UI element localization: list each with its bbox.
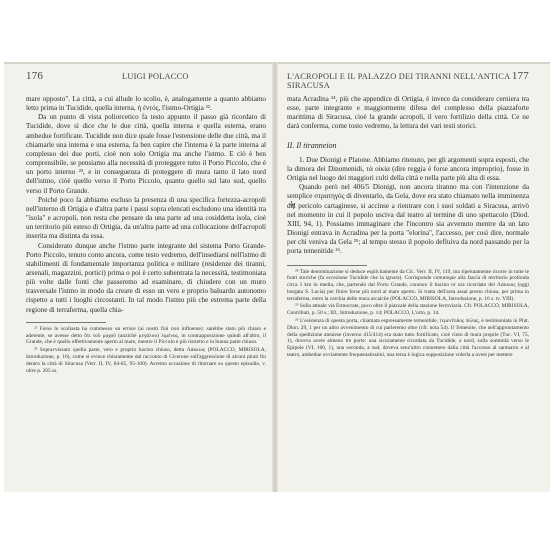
footnote: ²⁴ Tale denominazione si deduce esplicitamente da Cic. Verr. II, IV, 119, ma ripetutamente ricorre in tutte le fonti storiche (fa eccezione Tucidide che la ignora). Corrisponde comunque alla fascia di territorio profonda circa 1 km in media, che, partendo dal Porto Grande, conosce il bacino or ora ricordato del Λάκκιος (oggi borgata S. Lucia) per finire forse più nord al mare aperto. Si tratta dell'area assai presto chiusa, per prima in terraferma, entro la cerchia delle mura arcaiche (POLACCO, MIRISOLA, Introduzione, p. 16 s. tv. VIII).	[287, 268, 529, 302]
left-footnotes	[26, 326, 266, 375]
section-heading: II. Il tiranneion	[287, 140, 337, 150]
right-running-head	[287, 70, 529, 90]
right-footnote-rule	[287, 265, 367, 266]
left-paragraph: mare opposto". La città, a cui allude lo scolio, è, analogamente a quanto abbiamo letto prima in Tucidide, quella interna, ἡ ἐντός, l'istmo-Ortigia ²².	[26, 95, 266, 113]
left-running-title: LUIGI POLACCO	[122, 72, 189, 81]
footnote: ²⁶ L'esistenza di questa porta, chiamata espressamente temenitide, τεμενῖτιδος πύλας, è testimoniata in Plut. Dion, 29, 1 per un altro avvenimento di cui parleremo oltre (cfr. nota 54). Il Temenite, che nell'approntamento della spedizione ateniese (inverno 415/414) era stato tutto fortificato, cioè cinto di mura proprie (Tuc. VI, 75, 1), doveva avere almeno tre porte: una sicuramente ricordata da Tucidide, a nord, sulla sommità verso le Epipole (VI, 100, 1), una seconda, a sud, doveva senz'altro connettere dalla città l'accesso al santuario e al teatro, ambedue ovviamente frequentatissimi, una terza è logica supposizione volerla a ovest per mettere	[287, 318, 529, 359]
left-page-number: 176	[26, 70, 44, 82]
left-page	[26, 72, 266, 375]
footnote: ²² Forse lo scoliasta ha commesso un errore (ai nostri fini non influente): sarebbe stato più chiaro e aderente, se avesse detto ὅτι τοῦ μυχοῦ (anziché μεγάλου) λιμένος, in contrapposizione quindi all'altro, il Grande, che è quello effettivamente aperto al mare, mentre il Piccolo è più ristretto e in buona parte chiuso.	[26, 325, 266, 346]
handwritten-margin-mark	[289, 200, 297, 210]
book-gutter	[272, 62, 278, 492]
left-footnote-rule	[26, 322, 106, 323]
left-paragraph: Considerato dunque anche l'istmo parte integrante del sistema Porto Grande-Porto Piccolo, tenuto conto ancora, come testo vedremo, dell'insediarsi nell'istmo di stabilimenti di fondamentale importanza politica e militare (residenze dei tiranni, arsenali, magazzini, portici) prima o poi è certo subentrata la necessità, testimoniata più volte dalle fonti che passeremo ad esaminare, di chiudere con un muro trasversale l'istmo in modo da creare di esso un vero e proprio baluardo autonomo rispetto a tutti i luoghi circostanti. In tal modo l'istmo più che estrema parte della regione di terraferma, quella chia-	[26, 241, 266, 314]
left-paragraph: Poiché poco fa abbiamo escluso la presenza di una specifica fortezza-acropoli nell'interno di Ortigia e d'altra parte i passi sopra elencati escludono una identità tra "isola" e acropoli, non resta che pensare da una parte ad una cosiddetta isola, cioè un territorio più esteso di Ortigia, da un'altra parte ad una collocazione dell'acropoli inserita ma distinta da essa.	[26, 195, 266, 241]
right-page	[287, 72, 529, 360]
right-body-text	[287, 95, 529, 257]
right-paragraph: 1. Due Dionigi e Platone. Abbiamo ritenuto, per gli argomenti sopra esposti, che la dimora dei Dinomenidi, τὰ οἰκία (dire reggia è forse ancora improprio), fosse in Ortigia nel luogo dei maggiori culti della città e nella parte più alta di essa.	[287, 155, 529, 183]
right-paragraph: mata Acradina ²⁴, più che appendice di Ortigia, è invece da considerare cerniera tra esse, parte integrante e maggiormente difesa del complesso della piazzaforte marittima di Siracusa, cioè la grande acropoli, il vero fortilizio della città. Ce ne darà conferma, come tosto vedremo, la lettura dei vari testi storici.	[287, 95, 529, 131]
right-footnotes	[287, 269, 529, 359]
left-running-head	[26, 72, 266, 86]
right-running-title: L'ACROPOLI E IL PALAZZO DEI TIRANNI NELL'ANTICA SIRACUSA	[287, 72, 510, 90]
left-body-text	[26, 95, 266, 315]
left-paragraph: Da un punto di vista poliorcetico fa testo appunto il passo già ricordato di Tucidide, dove si dice che le due città, quella interna e quella esterna, erano ambedue fortificate. Tucidide non dice quale fosse l'estensione delle due città, ma il chiamarle una interna e una esterna, fa ben capire che l'interna è la parte interna al complesso dei due porti, cioè non solo Ortigia ma anche l'istmo. E ciò è ben comprensibile, se pensiamo alla necessità di proteggere tutto il Porto Piccolo, che è un porto interno ²³, e in conseguenza di proteggere di mura tanto il lato nord dell'istmo, ciòè quello verso il Porto Piccolo, quanto quello sul lato sud, quello verso il Porto Grande.	[26, 113, 266, 195]
footnote: ²³ Sopravvissuto quella parte, vero e proprio bacino chiuso, detta Λάκκιος (POLACCO, MIRISOLA, Introduzione, p. 16), come si evince chiaramente dal racconto di Cicerone sull'aggressione di alcuni pirati fin dentro la città di Siracusa (Verr. II, IV, 84-85, 95-100). Avremo occasione di ritornare su questo episodio, v. oltre p. 205 ss.	[26, 347, 266, 374]
footnote: ²⁵ Sulla attuale via Ermocrate, poco oltre il piazzale della stazione ferroviaria. Cfr. POLACCO, MIRISOLA, Contributi, p. 50 s.; ID., Introduzione, p. 14; POLACCO, L'orto, p. 14.	[287, 303, 529, 317]
right-page-number: 177	[511, 70, 529, 82]
right-paragraph: Quando però nel 406/5 Dionigi, non ancora tiranno ma con l'intenzione da semplice στρατηγός di diventarlo, da Gela, dove era stato chiamato nella imminenza del pericolo cartaginese, si accinse a rientrare con i suoi soldati a Siracusa, arrivò nel momento in cui il popolo usciva dal teatro al termine di uno spettacolo (Diod. XIII, 94, 1). Possiamo immaginare che l'incontro sia avvenuto mentre da un lato Dionigi entrava in Acradina per la porta "elorina", l'accesso, per così dire, normale per chi veniva da Gela ²⁵; al tempo stesso il popolo defluiva da nord passando per la porta temenitide ²⁶.	[287, 183, 529, 256]
